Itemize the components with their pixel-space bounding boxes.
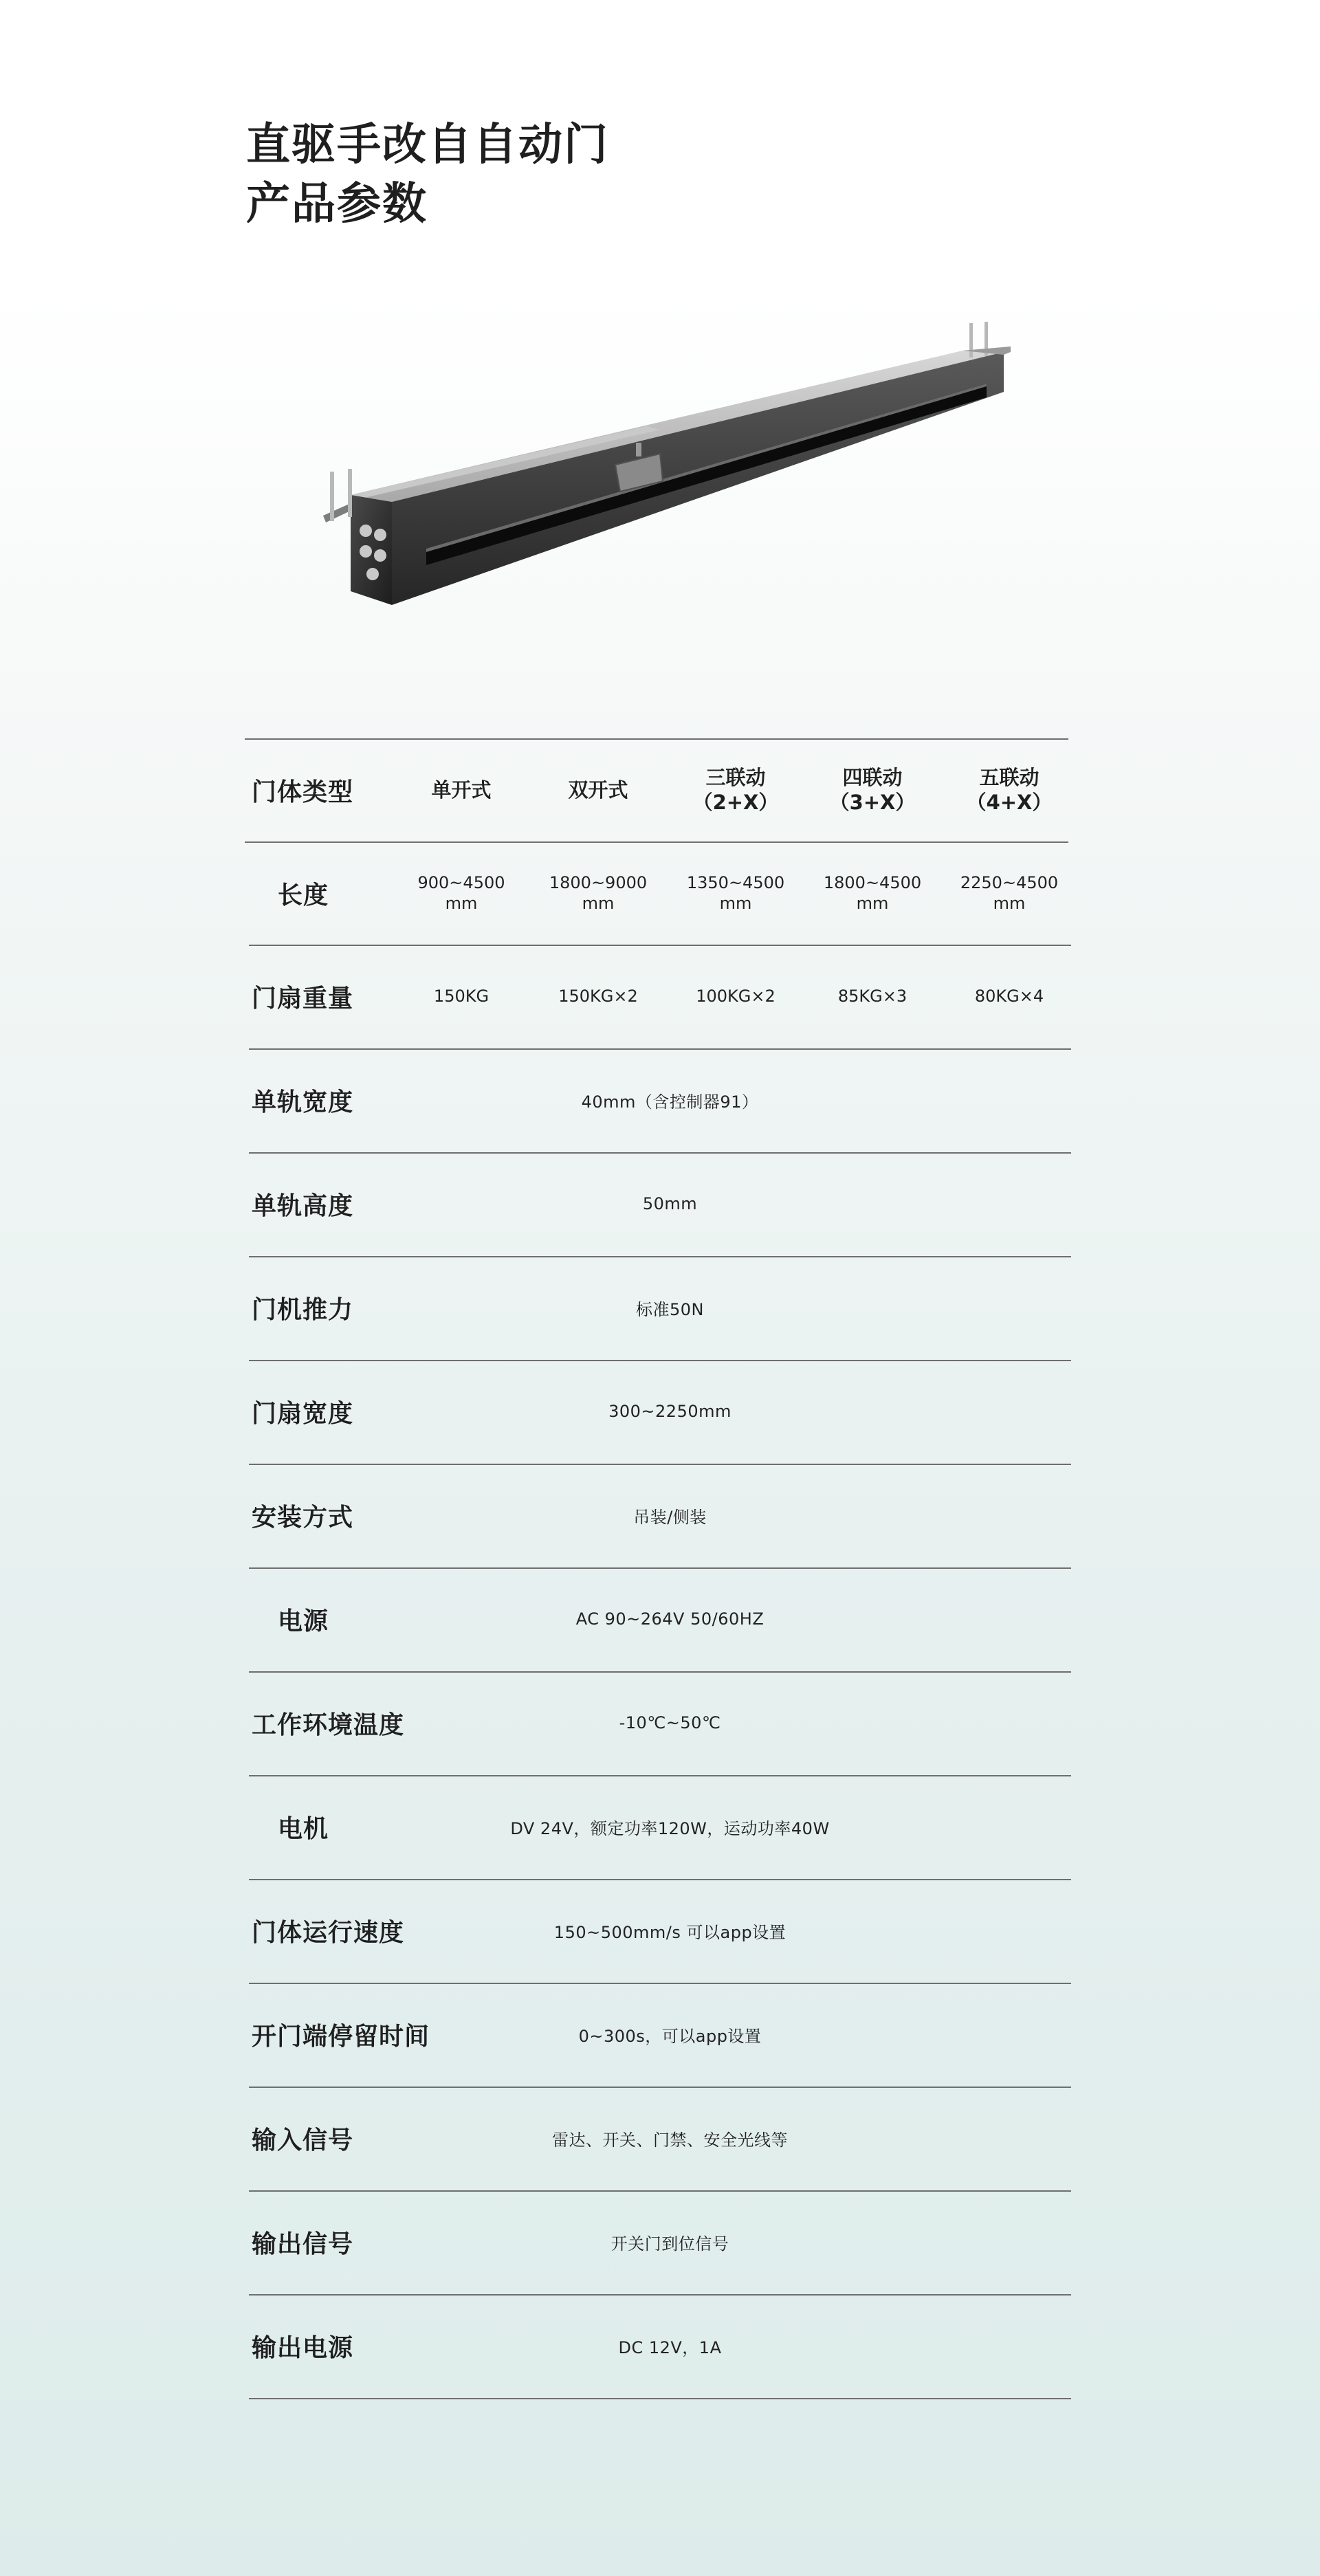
row-value: 标准50N	[636, 1299, 704, 1319]
table-row	[245, 1567, 1071, 1671]
row-label: 输出电源	[252, 2333, 354, 2362]
row-cell: 2250~4500 mm	[960, 873, 1059, 913]
row-value: 50mm	[642, 1194, 698, 1213]
page-title	[246, 115, 609, 234]
row-value: 0~300s，可以app设置	[578, 2026, 762, 2046]
table-divider	[249, 2398, 1071, 2399]
row-label: 门体运行速度	[252, 1918, 405, 1947]
product-image	[302, 316, 1031, 619]
row-label: 门扇宽度	[252, 1399, 354, 1428]
table-divider	[245, 738, 1068, 740]
table-divider	[249, 1671, 1071, 1673]
row-cell: 1800~4500 mm	[823, 873, 922, 913]
row-cell: 85KG×3	[837, 987, 908, 1006]
table-header-row	[245, 738, 1071, 841]
table-divider	[249, 1567, 1071, 1569]
table-divider	[249, 1152, 1071, 1154]
table-row	[245, 1152, 1071, 1255]
table-row	[245, 1256, 1071, 1359]
row-value: 40mm（含控制器91）	[581, 1092, 759, 1112]
table-row	[245, 1464, 1071, 1567]
table-divider	[249, 1048, 1071, 1050]
table-row	[245, 1360, 1071, 1463]
table-row	[245, 1775, 1071, 1878]
table-divider	[249, 2294, 1071, 2296]
row-label: 单轨宽度	[252, 1088, 354, 1116]
header-cell: 三联动 （2+X）	[692, 766, 779, 814]
table-divider	[245, 841, 1068, 843]
table-row	[245, 1879, 1071, 1982]
table-divider	[249, 945, 1071, 946]
row-label: 电机	[278, 1814, 329, 1843]
row-label: 门扇重量	[252, 984, 354, 1013]
header-cell: 五联动 （4+X）	[966, 766, 1053, 814]
table-divider	[249, 1256, 1071, 1257]
row-label: 长度	[278, 881, 329, 910]
row-cell: 150KG	[433, 987, 490, 1006]
row-label: 电源	[278, 1607, 329, 1636]
row-label: 安装方式	[252, 1503, 354, 1532]
row-value: 150~500mm/s 可以app设置	[553, 1922, 786, 1942]
table-divider	[249, 2190, 1071, 2192]
table-divider	[249, 1464, 1071, 1465]
row-label: 门体类型	[252, 778, 354, 806]
table-row	[245, 2190, 1071, 2293]
row-cell: 1800~9000 mm	[549, 873, 648, 913]
table-divider	[249, 1360, 1071, 1361]
row-cell: 900~4500 mm	[417, 873, 505, 913]
row-cell: 100KG×2	[696, 987, 776, 1006]
row-cell: 80KG×4	[974, 987, 1044, 1006]
page-title-line1: 直驱手改自自动门	[246, 120, 609, 170]
row-value: -10℃~50℃	[619, 1713, 721, 1732]
row-label: 开门端停留时间	[252, 2022, 430, 2051]
row-label: 单轨高度	[252, 1191, 354, 1220]
table-divider	[249, 1879, 1071, 1880]
row-value: 吊装/侧装	[633, 1507, 707, 1527]
header-cell: 四联动 （3+X）	[829, 766, 916, 814]
table-row	[245, 2294, 1071, 2397]
row-cell: 150KG×2	[558, 987, 638, 1006]
header-cell: 双开式	[568, 778, 628, 802]
row-label: 门机推力	[252, 1295, 354, 1324]
table-row	[245, 2087, 1071, 2190]
row-value: AC 90~264V 50/60HZ	[575, 1609, 764, 1629]
row-value: DV 24V，额定功率120W，运动功率40W	[510, 1818, 830, 1838]
row-value: 300~2250mm	[608, 1402, 732, 1421]
header-cell: 单开式	[431, 778, 492, 802]
row-value: 雷达、开关、门禁、安全光线等	[552, 2130, 788, 2150]
table-row	[245, 841, 1071, 945]
row-value: DC 12V，1A	[618, 2337, 722, 2357]
table-divider	[249, 1983, 1071, 1984]
table-row	[245, 945, 1071, 1048]
table-row	[245, 1671, 1071, 1774]
row-cell: 1350~4500 mm	[686, 873, 785, 913]
row-label: 输出信号	[252, 2230, 354, 2258]
page-title-line2: 产品参数	[246, 179, 428, 230]
row-label: 输入信号	[252, 2126, 354, 2155]
table-divider	[249, 2087, 1071, 2088]
table-row	[245, 1048, 1071, 1152]
row-label: 工作环境温度	[252, 1710, 405, 1739]
row-value: 开关门到位信号	[610, 2234, 729, 2254]
table-row	[245, 1983, 1071, 2086]
table-divider	[249, 1775, 1071, 1776]
